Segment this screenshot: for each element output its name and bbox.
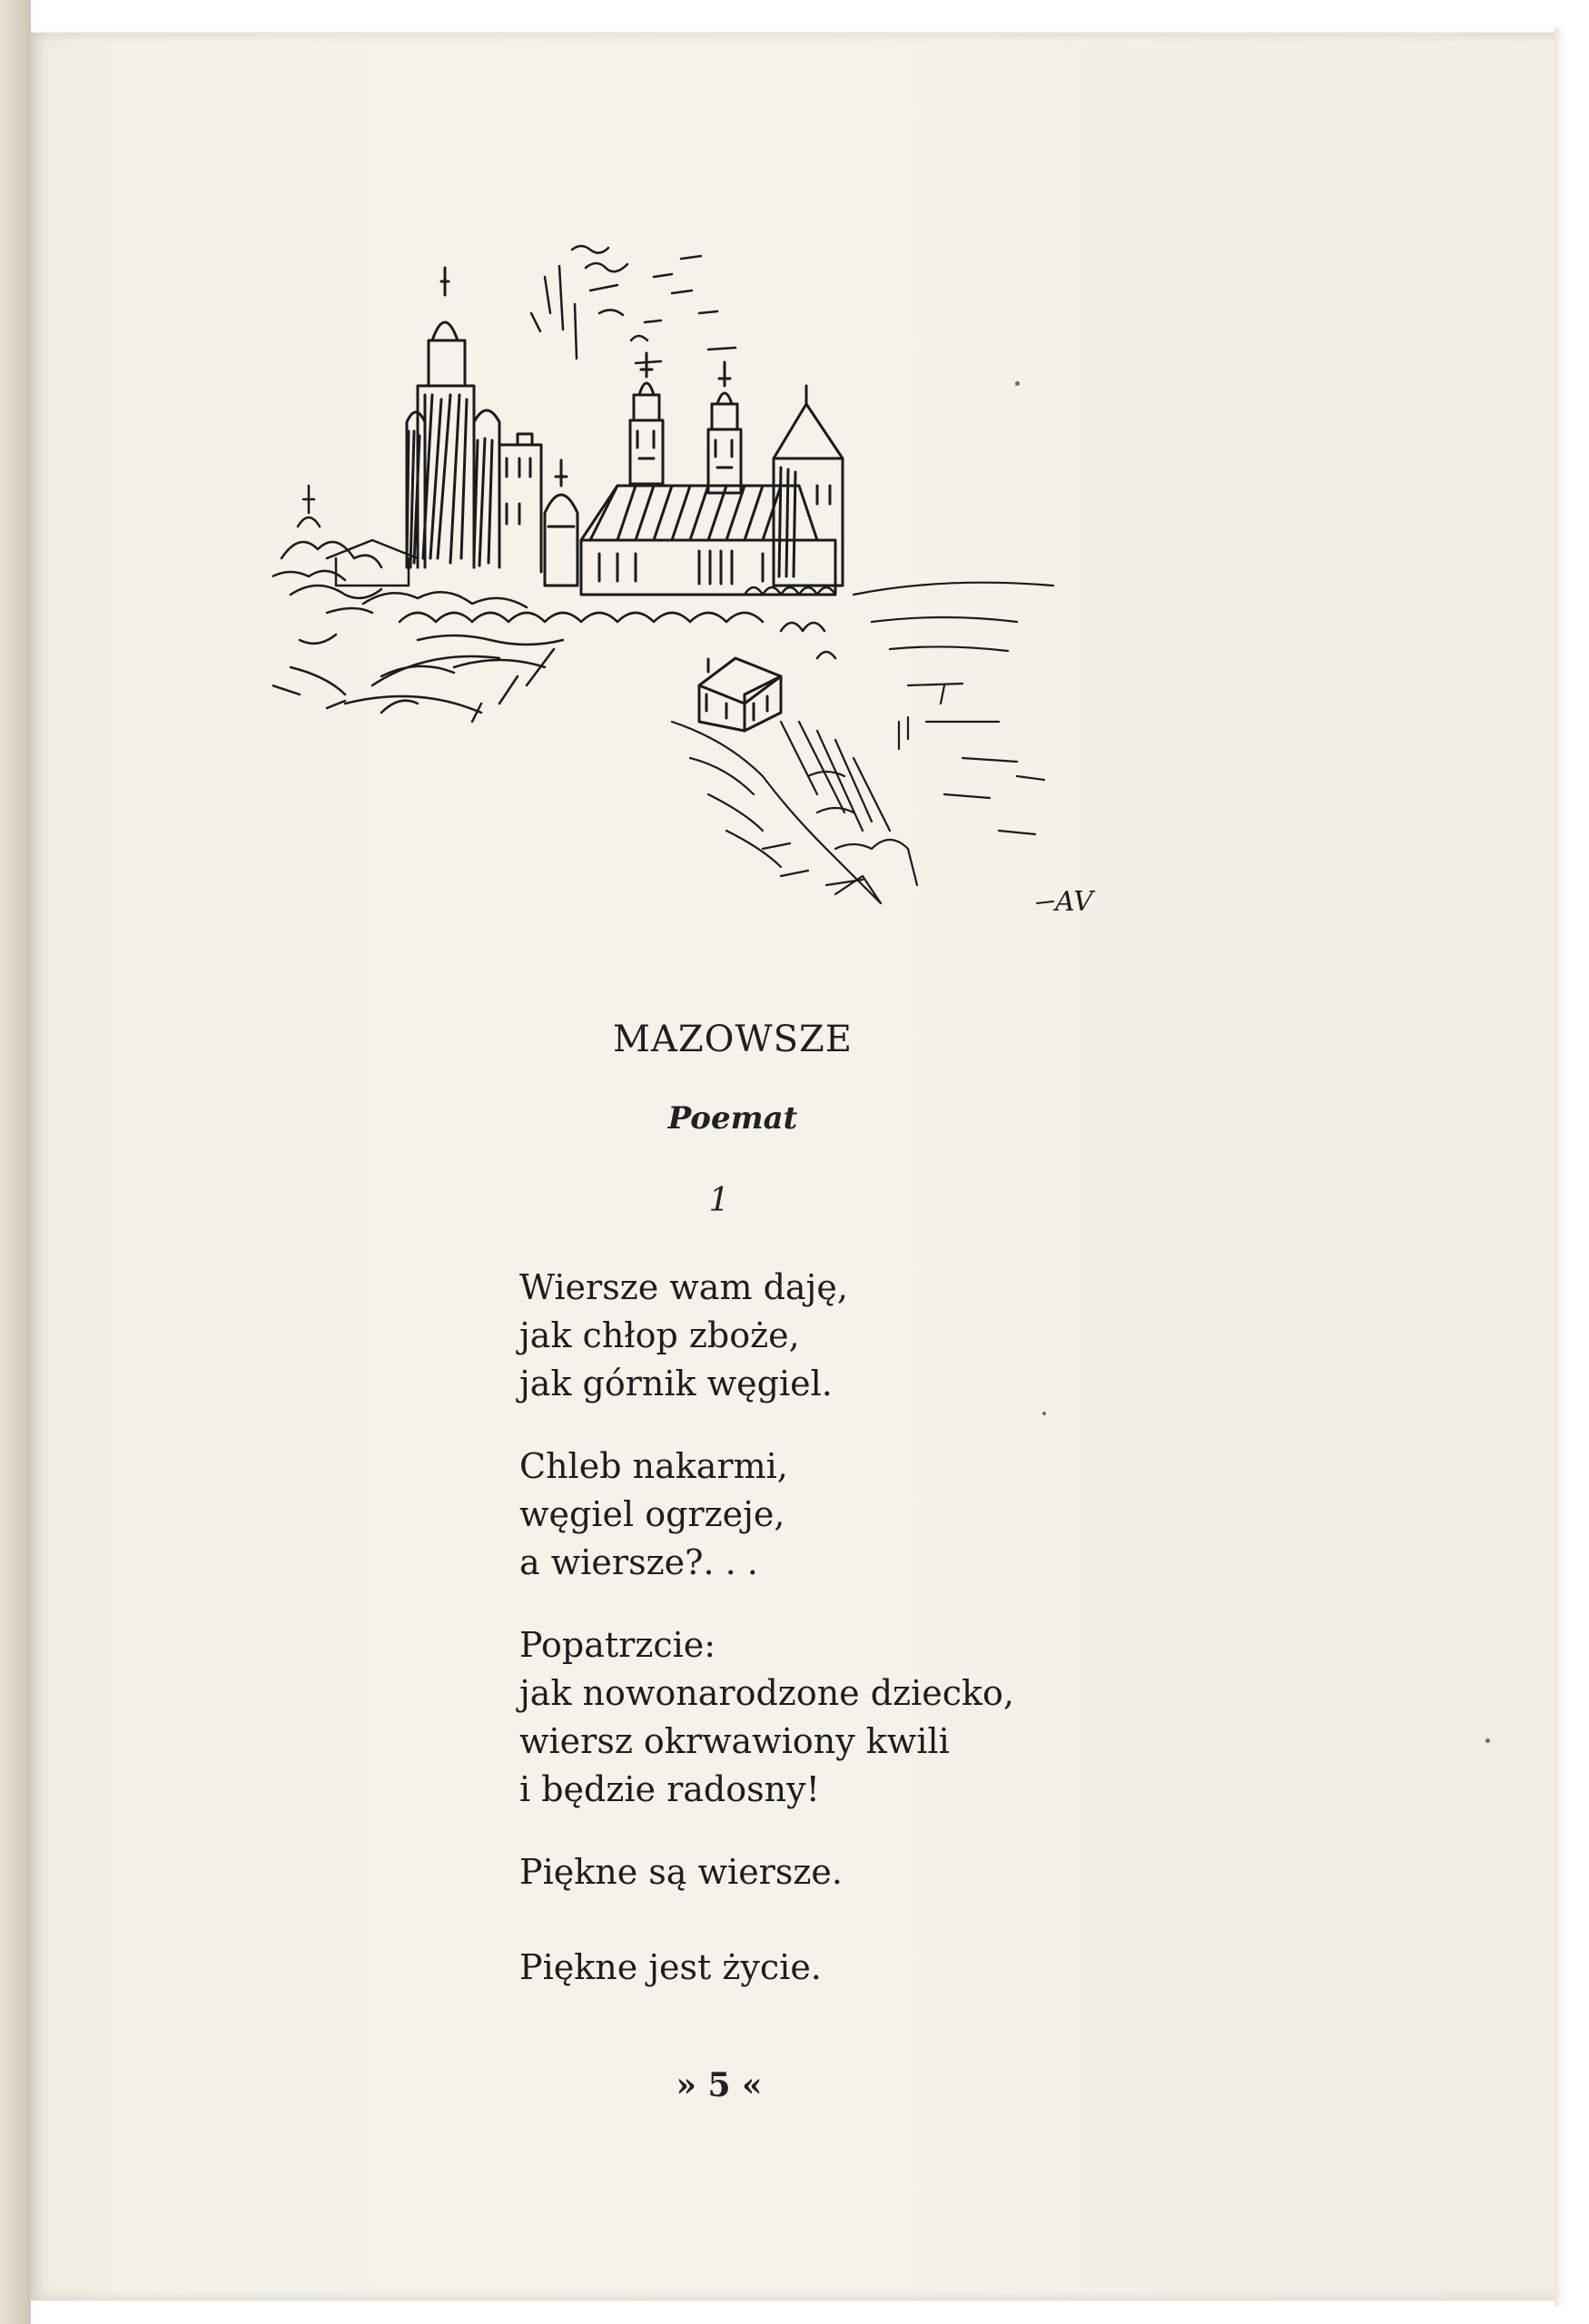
stanza [519,1944,1155,1992]
poem-line: Popatrzcie: [519,1625,716,1665]
poem-body [519,1264,1155,2026]
adjacent-page-edge [0,0,31,2324]
stanza [519,1264,1155,1408]
left-village [272,486,527,644]
poem-line: Piękne są wiersze. [519,1852,843,1892]
page-number: » 5 « [676,2066,763,2104]
poem-line: i będzie radosny! [519,1769,820,1809]
slope-cottage [699,658,781,731]
paper-speck [1485,1738,1490,1743]
poem-line: wiersz okrwawiony kwili [519,1721,950,1761]
poem-line: Piękne jest życie. [519,1947,822,1987]
poem-line: jak górnik węgiel. [519,1364,833,1403]
poem-line: jak chłop zboże, [519,1315,800,1355]
signature-flourish [1037,901,1053,903]
poem-line: jak nowonarodzone dziecko, [519,1673,1014,1713]
paper-speck [1042,1412,1046,1415]
left-church [407,268,541,572]
illustration-signature: AV [1055,886,1093,918]
stanza [519,1621,1155,1814]
river-lines [854,583,1053,834]
poem-line: węgiel ogrzeje, [519,1494,785,1534]
poem-line: a wiersze?. . . [519,1542,758,1582]
smoke-scribbles [531,246,735,363]
cliff-hatching [672,722,917,903]
poem-title: MAZOWSZE [613,1019,853,1060]
stanza [519,1848,1155,1896]
poem-subtitle: Poemat [667,1100,798,1137]
stanza [519,1443,1155,1587]
paper-speck [1015,381,1020,386]
page-right-edge [1554,27,1564,2306]
poem-line: Chleb nakarmi, [519,1446,788,1486]
section-number: 1 [708,1182,730,1219]
town-illustration [272,213,1144,921]
center-church [545,353,835,595]
poem-line: Wiersze wam daję, [519,1267,848,1307]
